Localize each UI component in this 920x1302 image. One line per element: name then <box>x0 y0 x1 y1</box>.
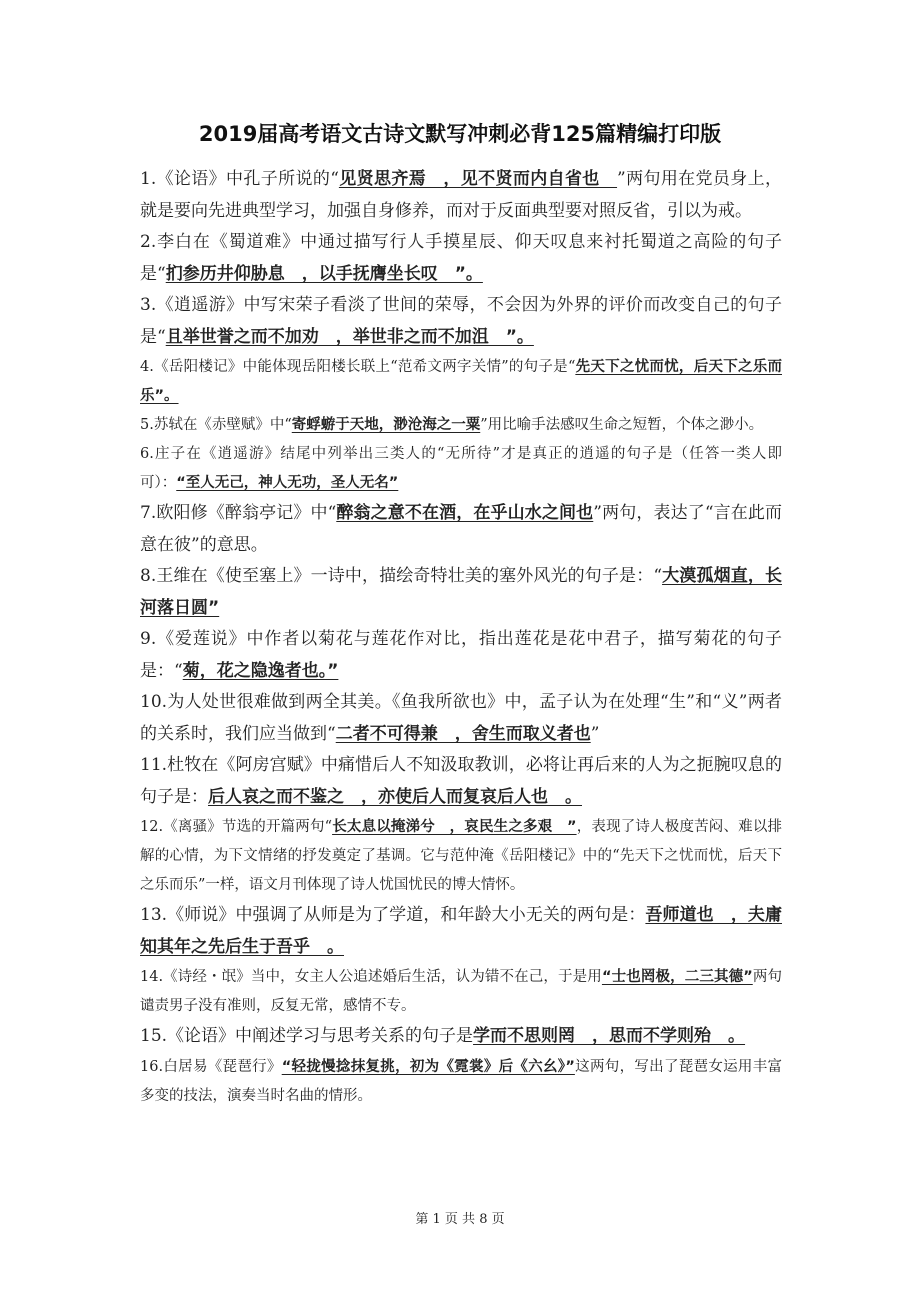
question-text: 1.《论语》中孔子所说的“ <box>140 169 339 189</box>
question-item <box>140 1053 782 1111</box>
page-footer: 第 1 页 共 8 页 <box>415 1212 505 1227</box>
question-text: 14.《诗经・氓》当中，女主人公追述婚后生活，认为错不在己，于是用 <box>140 969 602 985</box>
answer-text: 学而不思则罔 ，思而不学则殆 。 <box>473 1026 746 1046</box>
question-text: 13.《师说》中强调了从师是为了学道，和年龄大小无关的两句是： <box>140 905 646 925</box>
question-item <box>140 411 782 440</box>
answer-text: 长太息以掩涕兮 ，哀民生之多艰 ” <box>332 819 577 835</box>
question-item <box>140 813 782 900</box>
question-item <box>140 963 782 1021</box>
answer-text: 二者不可得兼 ，舍生而取义者也 <box>335 723 591 744</box>
question-item <box>140 900 782 963</box>
question-text: 6.庄子在《逍遥游》结尾中列举出三类人的“无所待”才是真正的逍遥的句子是（任答一类人即可）： <box>140 446 782 491</box>
question-item <box>140 440 782 498</box>
question-text: 16.白居易《琵琶行》 <box>140 1058 282 1075</box>
question-text: 5.苏轼在《赤壁赋》中“ <box>140 417 292 433</box>
question-text: ”两句用在党员身上，就是要向先进典型学习，加强自身修养，而对于反面典型要对照反省，引以为戒。 <box>140 169 782 221</box>
answer-text: “至人无己，神人无功，圣人无名” <box>176 475 399 491</box>
answer-text: 大漠孤烟直，长河落日圆” <box>140 566 782 618</box>
question-text: 11.杜牧在《阿房宫赋》中痛惜后人不知汲取教训，必将让再后来的人为之扼腕叹息的句子是： <box>140 755 782 807</box>
answer-text: 后人哀之而不鉴之 ，亦使后人而复哀后人也 。 <box>208 786 582 807</box>
answer-text: 寄蜉蝣于天地，渺沧海之一粟 <box>291 417 481 433</box>
question-text: ”用比喻手法感叹生命之短暂，个体之渺小。 <box>480 417 764 433</box>
question-text: 9.《爱莲说》中作者以菊花与莲花作对比，指出莲花是花中君子，描写菊花的句子是：“ <box>140 629 782 681</box>
question-text: 3.《逍遥游》中写宋荣子看淡了世间的荣辱，不会因为外界的评价而改变自己的句子是“ <box>140 295 782 347</box>
question-item <box>140 687 782 750</box>
question-item <box>140 227 782 290</box>
question-text: 4.《岳阳楼记》中能体现岳阳楼长联上“范希文两字关情”的句子是“ <box>140 359 576 375</box>
question-text: 这两句，写出了琵琶女运用丰富多变的技法，演奏当时名曲的情形。 <box>140 1058 783 1104</box>
answer-text: 菊，花之隐逸者也。” <box>182 660 339 681</box>
question-item <box>140 1021 782 1053</box>
question-text: 2.李白在《蜀道难》中通过描写行人手摸星辰、仰天叹息来衬托蜀道之高险的句子是“ <box>140 232 782 284</box>
answer-text: 见贤思齐焉 ，见不贤而内自省也 <box>338 169 618 189</box>
question-item <box>140 624 782 687</box>
question-text: 7.欧阳修《醉翁亭记》中“ <box>140 503 337 523</box>
question-item <box>140 498 782 561</box>
question-text: ，表现了诗人极度苦闷、难以排解的心情，为下文情绪的抒发奠定了基调。它与范仲淹《岳阳楼记》中的“先天下之忧而忧，后天下之乐而乐”一样，语文月刊体现了诗人忧国忧民的博大情怀。 <box>140 819 782 893</box>
question-item <box>140 164 782 227</box>
question-item <box>140 353 782 411</box>
question-text: 15.《论语》中阐述学习与思考关系的句子是 <box>140 1026 474 1046</box>
answer-text: 醉翁之意不在酒，在乎山水之间也 <box>336 503 594 523</box>
answer-text: “轻拢慢捻抹复挑，初为《霓裳》后《六幺》” <box>281 1058 575 1075</box>
question-text: 8.王维在《使至塞上》一诗中，描绘奇特壮美的塞外风光的句子是：“ <box>140 566 663 586</box>
answer-text: 扪参历井仰胁息 ，以手抚膺坐长叹 ”。 <box>165 263 483 284</box>
question-item <box>140 290 782 353</box>
question-item <box>140 750 782 813</box>
answer-text: “士也罔极，二三其德” <box>601 969 753 985</box>
answer-text: 且举世誉之而不加劝 ，举世非之而不加沮 ”。 <box>165 326 534 347</box>
answer-text: 吾师道也 ，夫庸知其年之先后生于吾乎 。 <box>140 905 782 957</box>
question-item <box>140 561 782 624</box>
question-text: 两句谴责男子没有准则，反复无常，感情不专。 <box>140 969 782 1014</box>
question-text: 10.为人处世很难做到两全其美。《鱼我所欲也》中，孟子认为在处理“生”和“义”两者的关系时，我们应当做到“ <box>140 692 782 744</box>
question-text: ” <box>590 723 600 744</box>
question-list <box>140 164 782 1111</box>
page-title: 2019届高考语文古诗文默写冲刺必背125篇精编打印版 <box>198 122 722 146</box>
question-text: ”两句，表达了“言在此而意在彼”的意思。 <box>140 503 783 555</box>
question-text: 12.《离骚》节选的开篇两句“ <box>140 819 333 835</box>
answer-text: 先天下之忧而忧，后天下之乐而乐”。 <box>140 359 782 404</box>
